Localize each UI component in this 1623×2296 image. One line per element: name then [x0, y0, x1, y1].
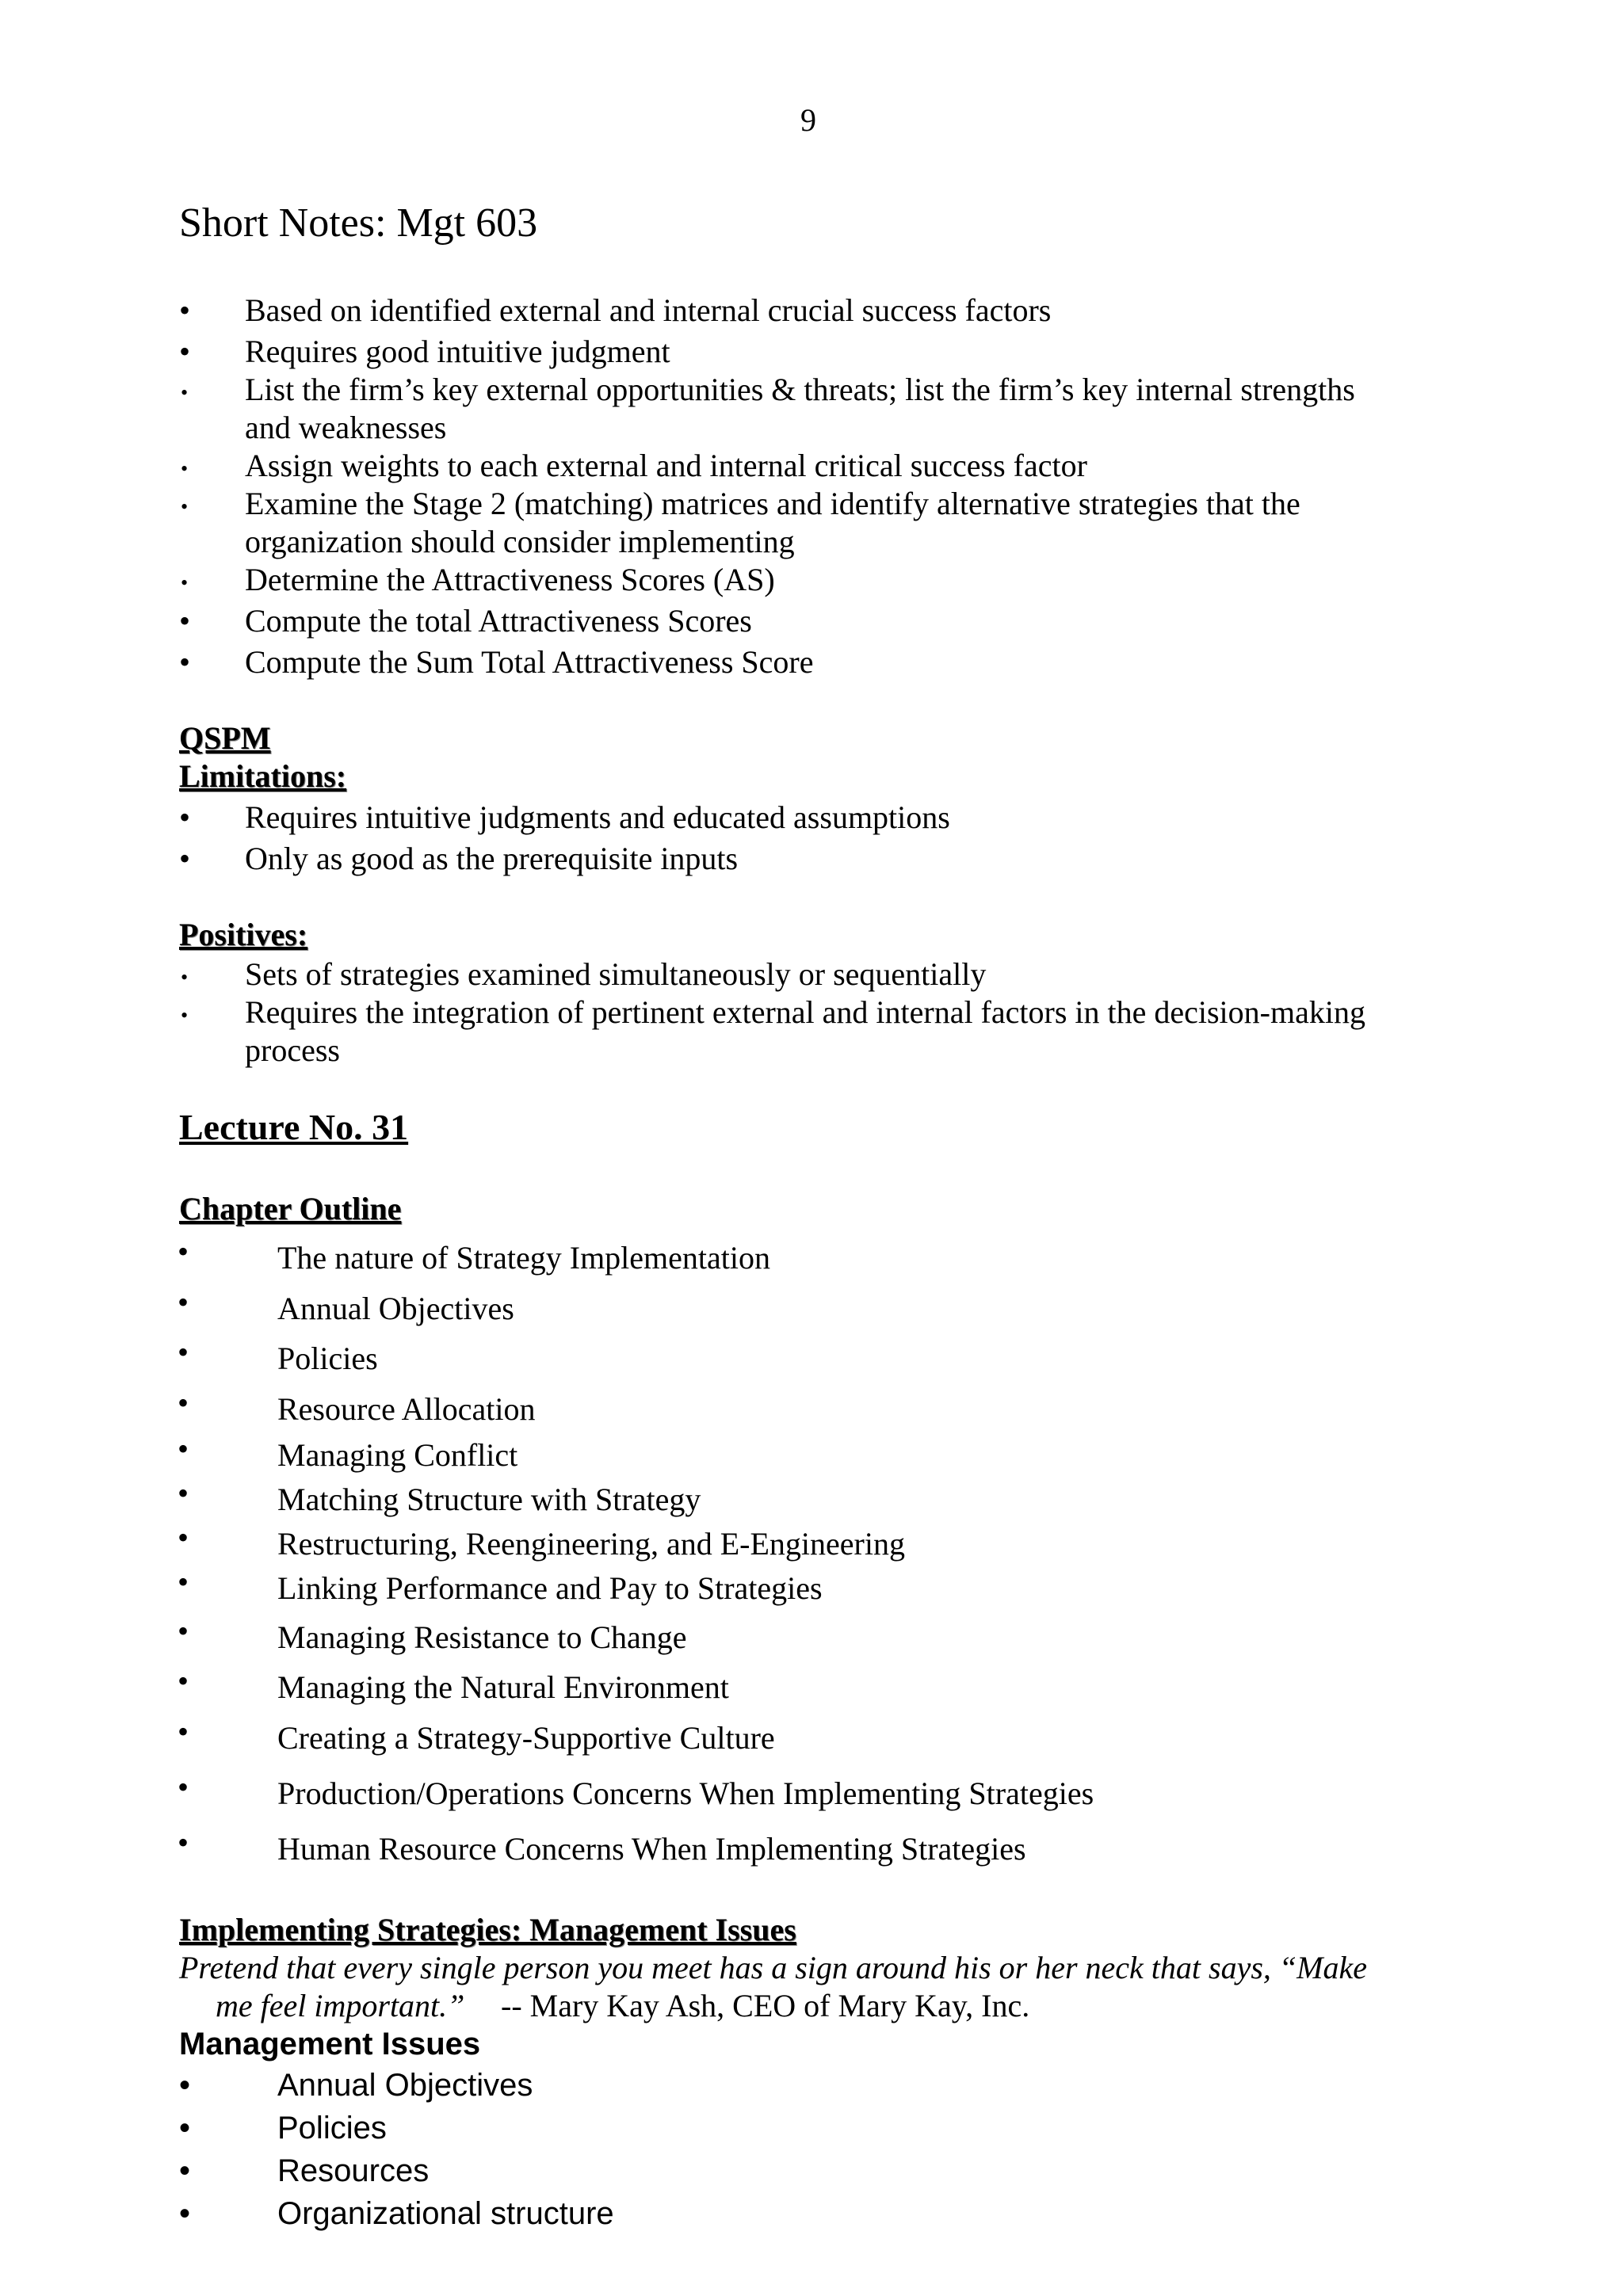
management-issues-heading: Management Issues: [179, 2027, 481, 2061]
bullet-marker: •: [178, 1475, 189, 1511]
bullet-marker: •: [178, 1663, 189, 1699]
bullet-marker: •: [178, 1825, 189, 1860]
bullet-marker: •: [178, 1613, 189, 1649]
list-item-continuation: process: [245, 1032, 340, 1068]
bullet-marker: •: [181, 1004, 189, 1027]
list-item: Requires the integration of pertinent external and internal factors in the decision-making: [245, 994, 1365, 1030]
list-item-continuation: organization should consider implementing: [245, 524, 795, 559]
chapter-outline-heading: Chapter Outline: [179, 1191, 402, 1226]
limitations-heading: Limitations:: [179, 758, 347, 794]
list-item: Compute the Sum Total Attractiveness Score: [245, 644, 814, 680]
list-item-continuation: and weaknesses: [245, 410, 447, 445]
bullet-marker: •: [179, 2111, 191, 2145]
bullet-marker: •: [179, 2068, 191, 2103]
bullet-marker: •: [179, 2196, 191, 2231]
bullet-marker: •: [178, 1520, 189, 1555]
outline-item: Production/Operations Concerns When Implementing Strategies: [277, 1775, 1094, 1811]
list-item: Determine the Attractiveness Scores (AS): [245, 562, 775, 597]
bullet-marker: •: [178, 1385, 189, 1421]
bullet-marker: •: [179, 292, 191, 328]
quote-line-continuation: me feel important.”: [216, 1988, 465, 2023]
quote-line: Pretend that every single person you meet has a sign around his or her neck that says, “Make: [179, 1950, 1367, 1985]
list-item: Sets of strategies examined simultaneously or sequentially: [245, 956, 987, 992]
bullet-marker: •: [178, 1234, 189, 1269]
bullet-marker: •: [181, 571, 189, 594]
bullet-marker: •: [179, 334, 191, 369]
outline-item: Human Resource Concerns When Implementing Strategies: [277, 1831, 1026, 1867]
outline-item: Linking Performance and Pay to Strategies: [277, 1570, 823, 1606]
bullet-marker: •: [178, 1334, 189, 1370]
list-item: Compute the total Attractiveness Scores: [245, 603, 752, 639]
outline-item: Annual Objectives: [277, 1291, 514, 1326]
bullet-marker: •: [178, 1284, 189, 1320]
list-item: List the firm’s key external opportunities & threats; list the firm’s key internal strengths: [245, 372, 1355, 407]
list-item: Only as good as the prerequisite inputs: [245, 841, 739, 876]
management-item: Policies: [277, 2111, 387, 2145]
bullet-marker: •: [179, 841, 191, 876]
document-title: Short Notes: Mgt 603: [179, 200, 538, 246]
bullet-marker: •: [179, 799, 191, 835]
bullet-marker: •: [178, 1431, 189, 1466]
bullet-marker: •: [179, 644, 191, 680]
lecture-title: Lecture No. 31: [179, 1107, 409, 1147]
bullet-marker: •: [181, 381, 189, 404]
bullet-marker: •: [178, 1769, 189, 1805]
list-item: Examine the Stage 2 (matching) matrices and identify alternative strategies that the: [245, 486, 1300, 521]
positives-heading: Positives:: [179, 917, 308, 952]
outline-item: Restructuring, Reengineering, and E-Engineering: [277, 1526, 905, 1562]
list-item: Requires intuitive judgments and educated assumptions: [245, 799, 950, 835]
bullet-marker: •: [181, 966, 189, 989]
outline-item: Resource Allocation: [277, 1391, 536, 1427]
management-item: Resources: [277, 2153, 430, 2188]
bullet-marker: •: [181, 457, 189, 480]
outline-item: The nature of Strategy Implementation: [277, 1240, 771, 1276]
bullet-marker: •: [179, 2153, 191, 2188]
quote-attribution: -- Mary Kay Ash, CEO of Mary Kay, Inc.: [501, 1988, 1030, 2023]
management-item: Annual Objectives: [277, 2068, 533, 2103]
outline-item: Managing the Natural Environment: [277, 1669, 729, 1705]
outline-item: Managing Resistance to Change: [277, 1619, 687, 1655]
management-item: Organizational structure: [277, 2196, 614, 2231]
outline-item: Managing Conflict: [277, 1437, 518, 1473]
list-item: Assign weights to each external and internal critical success factor: [245, 448, 1087, 483]
bullet-marker: •: [181, 495, 189, 518]
bullet-marker: •: [178, 1714, 189, 1749]
outline-item: Creating a Strategy-Supportive Culture: [277, 1720, 775, 1756]
page-number: 9: [800, 102, 816, 138]
outline-item: Matching Structure with Strategy: [277, 1482, 701, 1517]
list-item: Based on identified external and internal crucial success factors: [245, 292, 1052, 328]
bullet-marker: •: [178, 1564, 189, 1600]
outline-item: Policies: [277, 1341, 378, 1376]
qspm-heading: QSPM: [179, 720, 271, 756]
bullet-marker: •: [179, 603, 191, 639]
list-item: Requires good intuitive judgment: [245, 334, 670, 369]
implementing-heading: Implementing Strategies: Management Issues: [179, 1912, 796, 1947]
